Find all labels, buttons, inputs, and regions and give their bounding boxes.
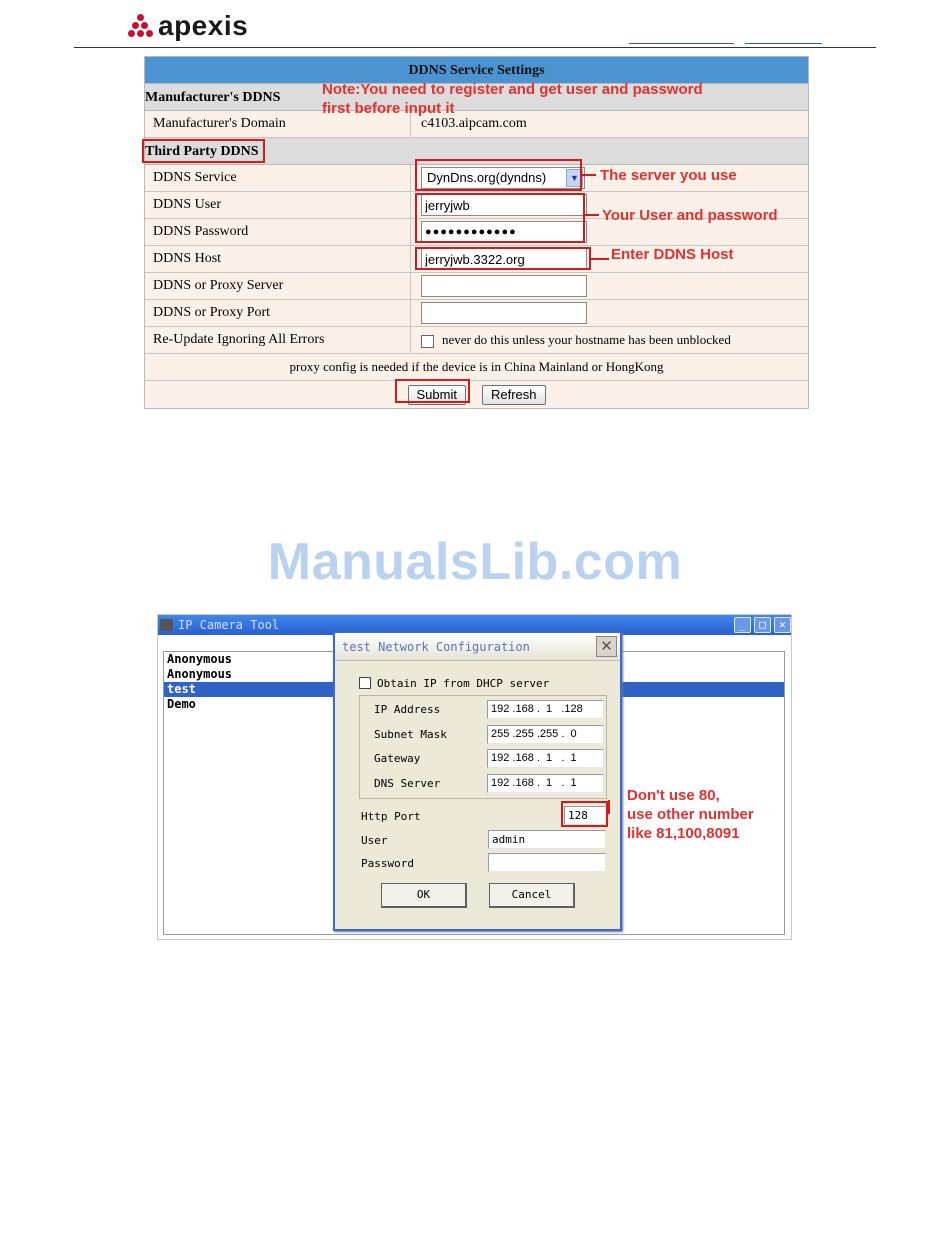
subnet-mask-label: Subnet Mask — [374, 728, 447, 741]
dhcp-checkbox[interactable] — [359, 677, 371, 689]
dns-server-field[interactable]: 192 .168 . 1 . 1 — [487, 774, 604, 793]
ddns-settings-panel — [144, 56, 809, 409]
manufacturer-domain-value: c4103.aipcam.com — [421, 116, 527, 131]
ddns-title: DDNS Service Settings — [145, 57, 808, 84]
ddns-user-input[interactable] — [421, 194, 587, 216]
cancel-button[interactable]: Cancel — [489, 883, 575, 908]
note-annotation-line1: Note:You need to register and get user and password — [322, 81, 703, 98]
dhcp-label: Obtain IP from DHCP server — [377, 677, 550, 690]
password-field[interactable] — [488, 853, 606, 872]
proxy-note: proxy config is needed if the device is in China Mainland or HongKong — [289, 359, 664, 374]
server-annotation: The server you use — [600, 167, 737, 184]
ddns-host-input[interactable] — [421, 248, 587, 270]
password-label: Password — [361, 857, 414, 870]
host-annotation: Enter DDNS Host — [611, 246, 734, 263]
button-row — [145, 381, 808, 408]
submit-button[interactable]: Submit — [408, 385, 466, 405]
logo-text: apexis — [158, 10, 249, 41]
gateway-field[interactable]: 192 .168 . 1 . 1 — [487, 749, 604, 768]
camera-app-icon — [160, 619, 173, 631]
manufacturer-domain-row — [145, 111, 808, 138]
ddns-host-label: DDNS Host — [145, 246, 411, 272]
server-callout-line — [582, 174, 596, 176]
maximize-icon[interactable]: □ — [754, 617, 771, 633]
third-party-ddns-heading: Third Party DDNS — [145, 144, 259, 159]
ip-address-field[interactable]: 192 .168 . 1 .128 — [487, 700, 604, 719]
ddns-service-select[interactable] — [421, 167, 585, 189]
apexis-logo — [128, 10, 248, 42]
ddns-service-label: DDNS Service — [145, 165, 411, 191]
camera-list-item[interactable]: Anonymous — [167, 652, 233, 666]
ip-address-label: IP Address — [374, 703, 441, 716]
header-divider — [74, 47, 876, 48]
ddns-user-label: DDNS User — [145, 192, 411, 218]
camera-list-item[interactable]: Demo — [167, 697, 196, 711]
camera-list-item[interactable]: Anonymous — [167, 667, 233, 681]
close-icon[interactable]: ✕ — [774, 617, 791, 633]
ddns-password-label: DDNS Password — [145, 219, 411, 245]
note-annotation-line2: first before input it — [322, 100, 455, 117]
third-party-ddns-section — [145, 138, 808, 165]
dialog-close-icon[interactable]: ✕ — [596, 636, 617, 657]
reupdate-note: never do this unless your hostname has been unblocked — [442, 332, 731, 347]
proxy-server-input[interactable] — [421, 275, 587, 297]
watermark: ManualsLib.com — [267, 533, 683, 591]
proxy-server-label: DDNS or Proxy Server — [145, 273, 411, 299]
user-password-annotation: Your User and password — [602, 207, 778, 224]
ddns-service-selected: DynDns.org(dyndns) — [427, 170, 547, 185]
port-annotation-line1: Don't use 80, — [627, 787, 720, 804]
user-field[interactable]: admin — [488, 830, 606, 849]
ok-button[interactable]: OK — [381, 883, 467, 908]
user-callout-line — [585, 214, 599, 216]
http-port-label: Http Port — [361, 810, 421, 823]
host-callout-line — [591, 258, 609, 260]
tool-title: IP Camera Tool — [178, 618, 280, 632]
http-port-field[interactable]: 128 — [564, 806, 606, 825]
gateway-label: Gateway — [374, 752, 421, 765]
minimize-icon[interactable]: _ — [734, 617, 751, 633]
reupdate-checkbox[interactable] — [421, 335, 434, 348]
logo-dots-icon — [128, 14, 154, 38]
camera-list-item-selected[interactable]: test — [164, 682, 784, 697]
header-link-1[interactable] — [629, 43, 734, 44]
reupdate-label: Re-Update Ignoring All Errors — [145, 327, 411, 353]
port-callout-line — [608, 800, 610, 814]
proxy-port-label: DDNS or Proxy Port — [145, 300, 411, 326]
port-annotation-line2: use other number — [627, 806, 754, 823]
manufacturer-domain-label: Manufacturer's Domain — [145, 111, 411, 137]
manufacturer-ddns-heading: Manufacturer's DDNS — [145, 90, 281, 105]
dhcp-option[interactable] — [359, 677, 549, 691]
user-label: User — [361, 834, 388, 847]
proxy-port-row — [145, 300, 808, 327]
chevron-down-icon[interactable]: ▼ — [566, 169, 583, 187]
dialog-title: test Network Configuration — [342, 640, 530, 654]
reupdate-row — [145, 327, 808, 354]
dialog-titlebar — [335, 633, 620, 661]
port-annotation-line3: like 81,100,8091 — [627, 825, 740, 842]
refresh-button[interactable]: Refresh — [482, 385, 546, 405]
proxy-server-row — [145, 273, 808, 300]
subnet-mask-field[interactable]: 255 .255 .255 . 0 — [487, 725, 604, 744]
header-link-2[interactable] — [745, 43, 822, 44]
ip-settings-group — [359, 695, 607, 799]
ddns-password-input[interactable] — [421, 221, 587, 243]
network-config-dialog — [333, 631, 622, 931]
proxy-note-row — [145, 354, 808, 381]
dns-server-label: DNS Server — [374, 777, 441, 790]
proxy-port-input[interactable] — [421, 302, 587, 324]
